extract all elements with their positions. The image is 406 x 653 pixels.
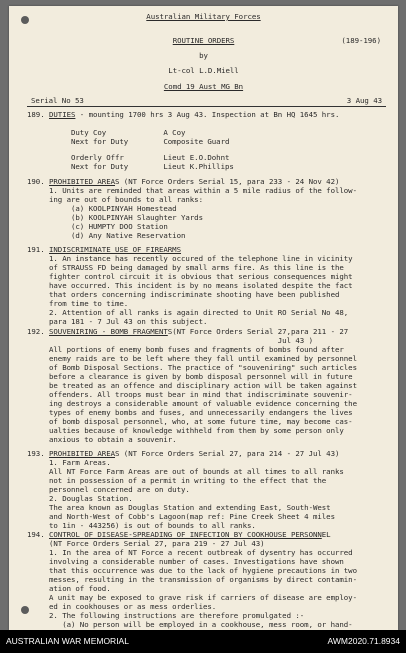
order-line: of STRAUSS FD being damaged by small arms fire. As this line is the — [27, 263, 344, 272]
order-line: Jul 43 ) — [27, 336, 313, 345]
serial-number: Serial No 53 — [31, 96, 84, 105]
order-line: and North-West of Cobb's Lagoon(map ref: Pine Creek Sheet 4 miles — [27, 512, 335, 521]
order-line: 190. PROHIBITED AREAS (NT Force Orders Serial 15, para 233 - 24 Nov 42) — [27, 177, 340, 186]
order-line: ation of food. — [27, 584, 111, 593]
header-command: Comd 19 Aust MG Bn — [163, 82, 244, 91]
order-line: messes, resulting in the transmission of organisms by direct contamin- — [27, 575, 357, 584]
order-line: 194. CONTROL OF DISEASE-SPREADING OF INFECTION BY COOKHOUSE PERSONNEL — [27, 530, 331, 539]
order-line: of Bomb Disposal Sections. The practice of "souveniring" such articles — [27, 363, 357, 372]
order-line: A unit may be exposed to grave risk if carriers of disease are employ- — [27, 593, 357, 602]
order-range: (189-196) — [341, 36, 381, 45]
order-line: before a clearance is given by bomb disposal personnel will in future — [27, 372, 353, 381]
order-line: (c) HUMPTY DOO Station — [27, 222, 168, 231]
order-line: that this occurrence was due to the lack of hygiene precautions in two — [27, 566, 357, 575]
order-line: 191. INDISCRIMINATE USE OF FIREARMS — [27, 245, 181, 254]
order-line: 2. Attention of all ranks is again directed to Unit RO Serial No 48, — [27, 308, 349, 317]
order-line: ed in cookhouses or as mess orderlies. — [27, 602, 217, 611]
order-line: (b) KOOLPINYAH Slaughter Yards — [27, 213, 203, 222]
order-line: (NT Force Orders Serial 27, para 219 - 27 Jul 43) — [27, 539, 265, 548]
header-org: Australian Military Forces — [146, 12, 261, 21]
order-line: have occurred. This incident is by no means isolated despite the fact — [27, 281, 353, 290]
order-line: fighter control circuit it is obvious that serious consequences might — [27, 272, 353, 281]
order-line: (a) KOOLPINYAH Homestead — [27, 204, 177, 213]
order-line: Next for Duty Lieut K.Phillips — [27, 162, 234, 171]
order-line: involving a considerable number of cases. Investigations have shown — [27, 557, 344, 566]
order-line: ing are out of bounds to all ranks: — [27, 195, 203, 204]
order-line: enemy raids are to be left where they fall until examined by personnel — [27, 354, 357, 363]
order-line: 2. Douglas Station. — [27, 494, 133, 503]
order-line: types of enemy bombs and fuses, and unnecessarily endangers the lives — [27, 408, 353, 417]
order-heading: CONTROL OF DISEASE-SPREADING OF INFECTION BY COOKHOUSE PERSONN — [49, 530, 322, 539]
document-page — [9, 6, 398, 630]
order-line: para 181 - 7 Jul 43 on this subject. — [27, 317, 208, 326]
footer-accession: AWM2020.71.8934 — [327, 636, 400, 646]
order-line: to 1in - 443256) is out of bounds to all ranks. — [27, 521, 256, 530]
order-line: personnel concerned are on duty. — [27, 485, 190, 494]
order-heading: INDISCRIMINATE USE OF FIREARMS — [49, 245, 181, 254]
order-line: (a) No person will be employed in a cookhouse, mess room, or hand- — [27, 620, 353, 629]
order-line: from time to time. — [27, 299, 129, 308]
order-line: that orders concerning indiscriminate shooting have been published — [27, 290, 340, 299]
header-by: by — [199, 51, 208, 60]
order-line: be treated as an offence and disciplinary action will be taken against — [27, 381, 357, 390]
footer-source: AUSTRALIAN WAR MEMORIAL — [6, 636, 129, 646]
order-line: All NT Force Farm Areas are out of bounds at all times to all ranks — [27, 467, 344, 476]
order-line: Orderly Offr Lieut E.O.Dohnt — [27, 153, 230, 162]
order-heading: DUTIES — [49, 110, 76, 119]
order-line: ualties because of knowledge withheld from them by some person only — [27, 426, 344, 435]
order-heading: PROHIBITED AREA — [49, 449, 115, 458]
order-line: All portions of enemy bomb fuses and fragments of bombs found after — [27, 345, 344, 354]
order-line: 189. DUTIES - mounting 1700 hrs 3 Aug 43. Inspection at Bn HQ 1645 hrs. — [27, 110, 340, 119]
order-line: 193. PROHIBITED AREAS (NT Force Orders Serial 27, para 214 - 27 Jul 43) — [27, 449, 340, 458]
order-heading: SOUVENIRING - BOMB FRAGMENT — [49, 327, 168, 336]
header-rule — [27, 106, 386, 107]
order-line: (d) Any Native Reservation — [27, 231, 186, 240]
document-title: ROUTINE ORDERS — [172, 36, 235, 45]
order-line: 1. An instance has recently occured of the telephone line in vicinity — [27, 254, 353, 263]
order-line: offenders. All troops must bear in mind that indiscriminate souvenir- — [27, 390, 353, 399]
header-officer: Lt-col L.D.Miell — [168, 66, 239, 75]
order-line: 1. Farm Areas. — [27, 458, 111, 467]
order-heading: PROHIBITED AREA — [49, 177, 115, 186]
order-line: not in possession of a permit in writing to the effect that the — [27, 476, 327, 485]
order-line: of bomb disposal personnel, who, at some future time, may become cas- — [27, 417, 353, 426]
order-line: 1. Units are reminded that areas within a 5 mile radius of the follow- — [27, 186, 357, 195]
order-line: 1. In the area of NT Force a recent outbreak of dysentry has occurred — [27, 548, 353, 557]
order-line: 192. SOUVENIRING - BOMB FRAGMENTS(NT Force Orders Serial 27,para 211 - 27 — [27, 327, 349, 336]
archive-footer — [0, 630, 406, 653]
order-line: 2. The following instructions are therefore promulgated :- — [27, 611, 305, 620]
order-line: ing destroys a considerable amount of valuable evidence concerning the — [27, 399, 357, 408]
order-date: 3 Aug 43 — [346, 96, 382, 105]
order-line: anxious to obtain a souvenir. — [27, 435, 177, 444]
order-line: Duty Coy A Coy — [27, 128, 186, 137]
order-line: The area known as Douglas Station and extending East, South-West — [27, 503, 331, 512]
order-line: Next for Duty Composite Guard — [27, 137, 230, 146]
